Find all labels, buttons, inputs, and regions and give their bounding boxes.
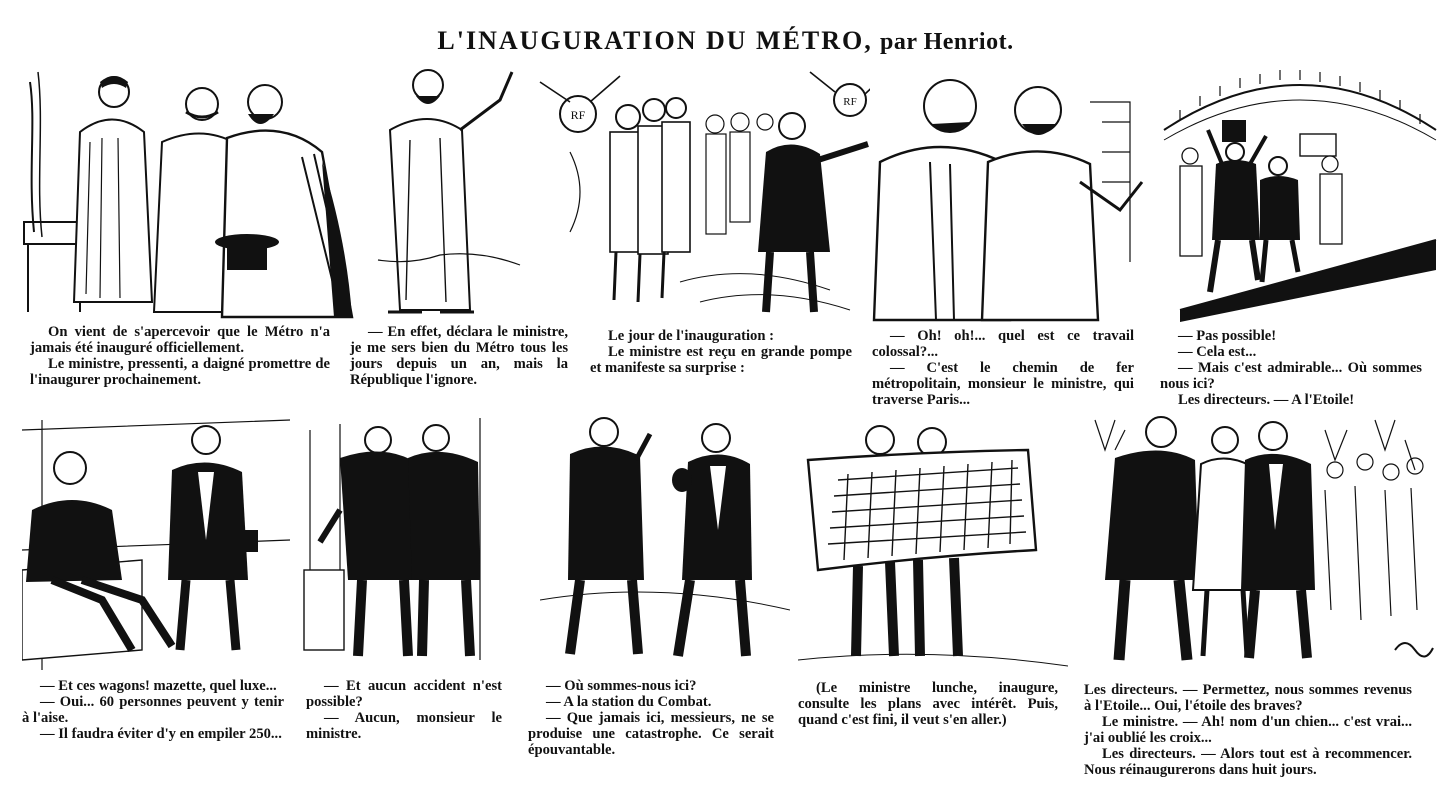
panel-4-illustration (870, 62, 1155, 324)
caption-line: Le ministre. — Ah! nom d'un chien... c'est vrai... j'ai oublié les croix... (1084, 714, 1412, 746)
caption-line: — A la station du Combat. (546, 694, 712, 710)
cartoon-title (0, 26, 1451, 56)
caption-line: Le ministre, pressenti, a daigné promettre de l'inaugurer prochainement. (30, 356, 330, 388)
caption-line: Le jour de l'inauguration : (608, 328, 774, 344)
panel-1-illustration (22, 62, 362, 324)
caption-line: — Oui... 60 personnes peuvent y tenir à l'aise. (22, 694, 284, 726)
panel-9-illustration (798, 410, 1068, 676)
caption-line: — Mais c'est admirable... Où sommes nous ici? (1160, 360, 1422, 392)
caption-line: — Que jamais ici, messieurs, ne se produise une catastrophe. Ce serait épouvantable. (528, 710, 774, 758)
caption-line: Le ministre est reçu en grande pompe et manifeste sa surprise : (590, 344, 852, 376)
panel-2-illustration (370, 60, 530, 325)
banner-right-text: RF (843, 96, 857, 108)
panel-5-illustration (1160, 60, 1440, 322)
panel-9-caption (798, 680, 1058, 728)
panel-2-caption (350, 324, 568, 388)
caption-line: Les directeurs. — Permettez, nous sommes revenus à l'Etoile... Oui, l'étoile des braves? (1084, 682, 1412, 714)
banner-left-text: RF (570, 108, 586, 122)
caption-line: Les directeurs. — A l'Etoile! (1178, 392, 1355, 408)
panel-3-caption (590, 328, 852, 376)
panel-6-caption (22, 678, 284, 742)
caption-line: — Où sommes-nous ici? (546, 678, 697, 694)
panel-7-illustration (300, 410, 510, 676)
caption-line: — Cela est... (1178, 344, 1257, 360)
caption-line: — C'est le chemin de fer métropolitain, monsieur le ministre, qui traverse Paris... (872, 360, 1134, 408)
caption-line: — Oh! oh!... quel est ce travail colossal?... (872, 328, 1134, 360)
caption-line: — Et ces wagons! mazette, quel luxe... (40, 678, 277, 694)
caption-line: Les directeurs. — Alors tout est à recommencer. Nous réinaugurerons dans huit jours. (1084, 746, 1412, 778)
panel-8-illustration (540, 410, 790, 676)
panel-7-caption (306, 678, 502, 742)
panel-10-caption (1084, 682, 1412, 778)
panel-8-caption (528, 678, 774, 758)
panel-3-illustration (530, 62, 890, 324)
caption-line: — Et aucun accident n'est possible? (306, 678, 502, 710)
caption-line: (Le ministre lunche, inaugure, consulte les plans avec intérêt. Puis, quand c'est fini, il veut s'en aller.) (798, 680, 1058, 728)
title-main: L'INAUGURATION DU MÉTRO, (437, 26, 873, 55)
caption-line: On vient de s'apercevoir que le Métro n'a jamais été inauguré officiellement. (30, 324, 330, 356)
panel-10-illustration (1075, 410, 1440, 676)
caption-line: — Aucun, monsieur le ministre. (306, 710, 502, 742)
panel-5-caption (1160, 328, 1422, 408)
panel-1-caption (30, 324, 330, 388)
title-byline: par Henriot. (880, 29, 1014, 55)
caption-line: — En effet, déclara le ministre, je me sers bien du Métro tous les jours depuis un an, mais la République l'ignore. (350, 324, 568, 388)
caption-line: — Pas possible! (1178, 328, 1277, 344)
panel-4-caption (872, 328, 1134, 408)
caption-line: — Il faudra éviter d'y en empiler 250... (40, 726, 282, 742)
panel-6-illustration (22, 410, 290, 676)
